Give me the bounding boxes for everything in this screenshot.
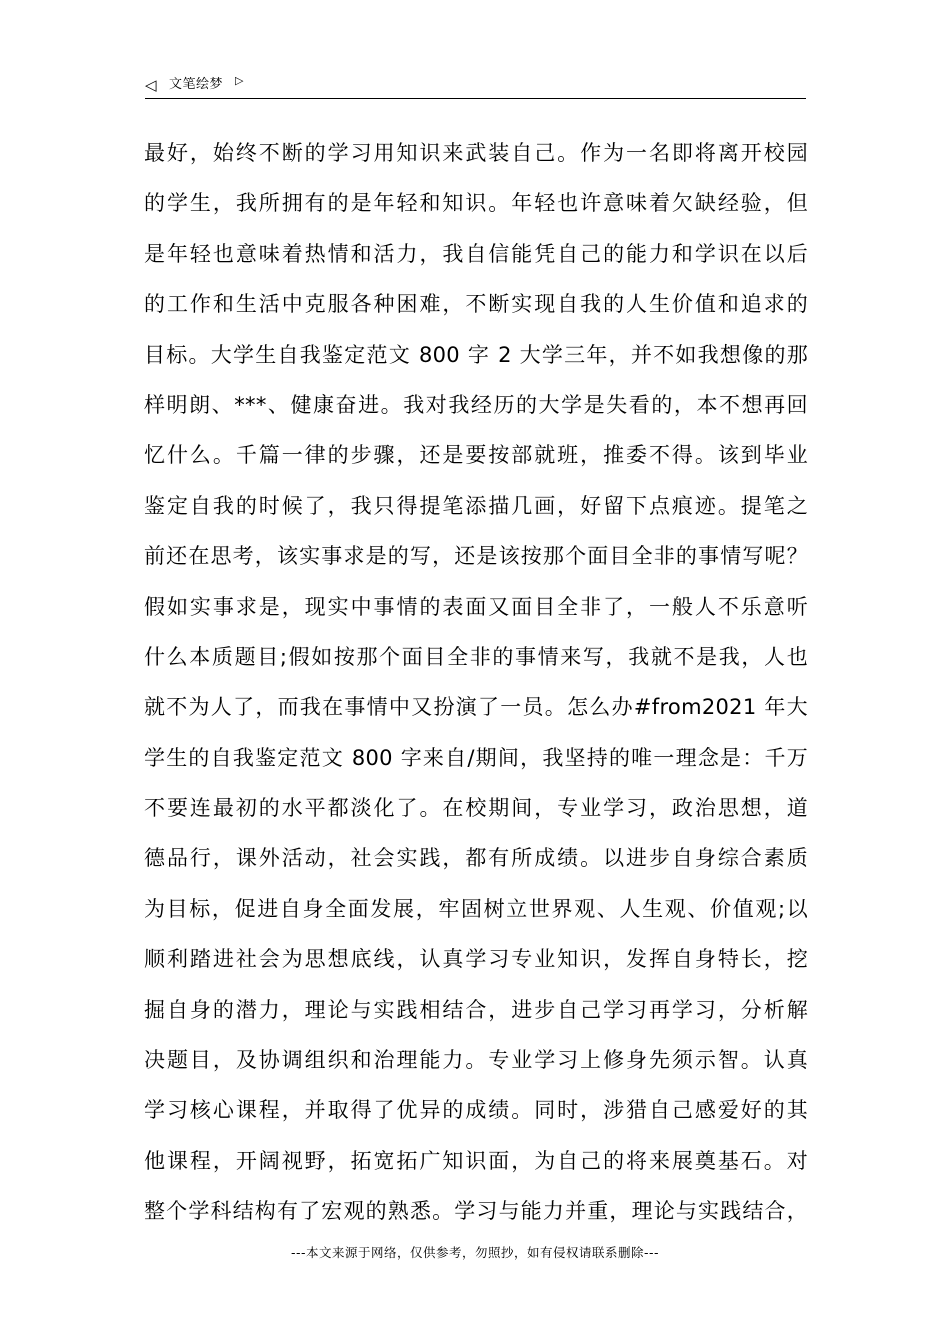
- body-line: 他课程，开阔视野，拓宽拓广知识面，为自己的将来展奠基石。对: [144, 1148, 808, 1173]
- body-line: 忆什么。千篇一律的步骤，还是要按部就班，推委不得。该到毕业: [144, 443, 808, 468]
- body-line: 目标。大学生自我鉴定范文 800 字 2 大学三年，并不如我想像的那: [144, 342, 808, 367]
- body-line: 学习核心课程，并取得了优异的成绩。同时，涉猎自己感爱好的其: [144, 1098, 808, 1123]
- triangle-left-icon: ◁: [145, 76, 157, 94]
- header-brand: 文笔绘梦: [169, 77, 224, 92]
- body-line: 样明朗、***、健康奋进。我对我经历的大学是失看的，本不想再回: [144, 392, 808, 417]
- triangle-right-icon: ▷: [235, 74, 244, 87]
- body-line: 决题目，及协调组织和治理能力。专业学习上修身先须示智。认真: [144, 1048, 808, 1073]
- body-line: 整个学科结构有了宏观的熟悉。学习与能力并重，理论与实践结合，: [144, 1199, 808, 1224]
- body-line: 顺利踏进社会为思想底线，认真学习专业知识，发挥自身特长，挖: [144, 947, 808, 972]
- body-line: 德品行，课外活动，社会实践，都有所成绩。以进步自身综合素质: [144, 846, 808, 871]
- body-line: 不要连最初的水平都淡化了。在校期间，专业学习，政治思想，道: [144, 796, 808, 821]
- document-body: [144, 128, 808, 1237]
- body-line: 学生的自我鉴定范文 800 字来自/期间，我坚持的唯一理念是：千万: [144, 745, 808, 770]
- body-line: 最好，始终不断的学习用知识来武装自己。作为一名即将离开校园: [144, 141, 808, 165]
- body-line: 是年轻也意味着热情和活力，我自信能凭自己的能力和学识在以后: [144, 241, 808, 266]
- body-line: 鉴定自我的时候了，我只得提笔添描几画，好留下点痕迹。提笔之: [144, 493, 808, 518]
- body-line: 什么本质题目;假如按那个面目全非的事情来写，我就不是我，人也: [144, 644, 808, 669]
- body-line: 假如实事求是，现实中事情的表面又面目全非了，一般人不乐意听: [144, 594, 808, 619]
- body-line: 前还在思考，该实事求是的写，还是该按那个面目全非的事情写呢？: [144, 544, 808, 569]
- page-header: [145, 72, 806, 99]
- body-line: 为目标，促进自身全面发展，牢固树立世界观、人生观、价值观;以: [144, 896, 808, 921]
- body-line: 的学生，我所拥有的是年轻和知识。年轻也许意味着欠缺经验，但: [144, 191, 808, 216]
- body-line: 掘自身的潜力，理论与实践相结合，进步自己学习再学习，分析解: [144, 997, 808, 1022]
- footer-notice: ---本文来源于网络，仅供参考，勿照抄，如有侵权请联系删除---: [290, 1245, 660, 1260]
- body-line: 的工作和生活中克服各种困难，不断实现自我的人生价值和追求的: [144, 292, 808, 317]
- body-line: 就不为人了，而我在事情中又扮演了一员。怎么办#from2021 年大: [144, 695, 808, 720]
